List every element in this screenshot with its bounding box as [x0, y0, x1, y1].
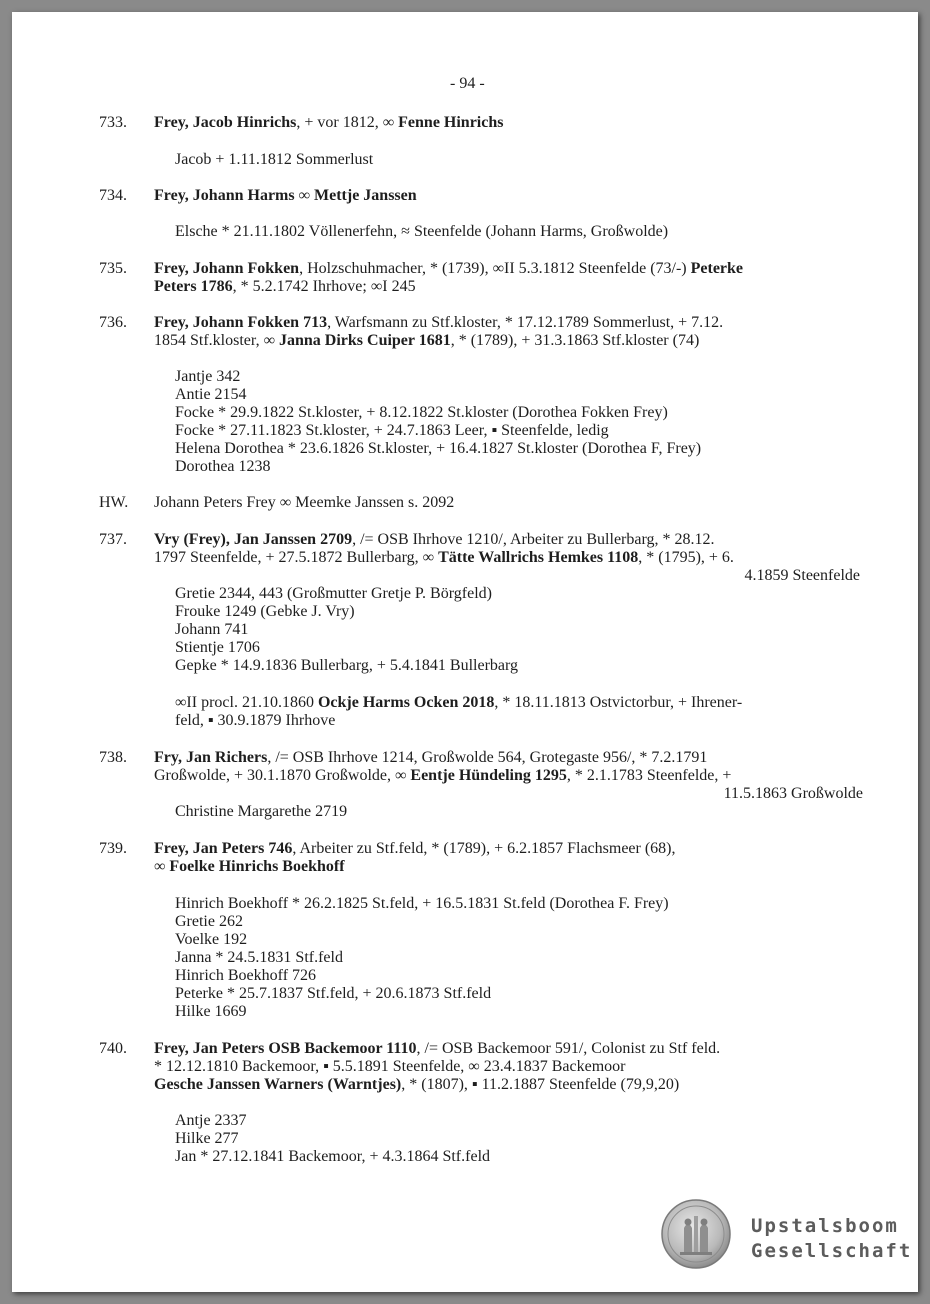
entry-line — [154, 549, 734, 567]
bold-name-text: Janna Dirks Cuiper 1681 — [278, 332, 451, 349]
child-line: Janna * 24.5.1831 Stf.feld — [175, 949, 343, 966]
child-line: Frouke 1249 (Gebke J. Vry) — [175, 603, 355, 620]
child-line: Antie 2154 — [175, 386, 247, 403]
bold-name-text: Frey, Johann Fokken 713 — [154, 314, 328, 331]
child-line: Jacob + 1.11.1812 Sommerlust — [175, 151, 374, 168]
detail-text: ∞II procl. 21.10.1860 — [175, 694, 318, 711]
bold-name-text: Frey, Johann Fokken — [154, 260, 300, 277]
bold-name-text: Fenne Hinrichs — [398, 114, 504, 131]
entry-line — [154, 1058, 625, 1076]
entry-number: 740. — [99, 1040, 127, 1057]
entry-line — [154, 531, 715, 549]
child-line: Antje 2337 — [175, 1112, 247, 1129]
child-line: Jan * 27.12.1841 Backemoor, + 4.3.1864 Stf.feld — [175, 1148, 491, 1165]
child-line: Stientje 1706 — [175, 639, 260, 656]
entry-number: 739. — [99, 840, 127, 857]
entry-line — [154, 858, 345, 876]
entry-line — [154, 332, 699, 350]
entry-number: 738. — [99, 749, 127, 766]
bold-name-text: Eentje Hündeling 1295 — [410, 767, 567, 784]
bold-name-text: Frey, Jan Peters OSB Backemoor 1110 — [154, 1040, 417, 1057]
detail-text: , * 5.2.1742 Ihrhove; ∞I 245 — [232, 278, 416, 295]
bold-name-text: Fry, Jan Richers — [154, 749, 268, 766]
marriage-line — [175, 712, 335, 730]
entry-line-right: 11.5.1863 Großwolde — [723, 785, 863, 802]
child-line: Hinrich Boekhoff * 26.2.1825 St.feld, + 16.5.1831 St.feld (Dorothea F. Frey) — [175, 895, 669, 912]
entry-line — [154, 1040, 720, 1058]
document-page — [12, 12, 918, 1292]
detail-text: 1797 Steenfelde, + 27.5.1872 Bullerbarg, ∞ — [154, 549, 439, 566]
entry-line — [154, 767, 731, 785]
bold-name-text: Gesche Janssen Warners (Warntjes) — [154, 1076, 402, 1093]
child-line: Johann 741 — [175, 621, 249, 638]
detail-text: , Arbeiter zu Stf.feld, * (1789), + 6.2.1857 Flachsmeer (68), — [292, 840, 676, 857]
detail-text: , * 2.1.1783 Steenfelde, + — [566, 767, 732, 784]
detail-text: * 12.12.1810 Backemoor, ▪ 5.5.1891 Steenfelde, ∞ 23.4.1837 Backemoor — [154, 1058, 626, 1075]
page-number: - 94 - — [450, 75, 485, 92]
child-line: Gretie 2344, 443 (Großmutter Gretje P. Börgfeld) — [175, 585, 492, 602]
entry-line — [154, 1076, 679, 1094]
logo-line-2: Gesellschaft — [751, 1240, 913, 1262]
entry-line — [154, 278, 416, 296]
child-line: Dorothea 1238 — [175, 458, 271, 475]
entry-line — [154, 260, 743, 278]
society-seal-icon — [660, 1198, 732, 1270]
entry-number: HW. — [99, 494, 129, 511]
child-line: Hinrich Boekhoff 726 — [175, 967, 317, 984]
bold-name-text: Peters 1786 — [154, 278, 233, 295]
entry-line — [154, 114, 503, 132]
entry-number: 736. — [99, 314, 127, 331]
bold-name-text: Frey, Jan Peters 746 — [154, 840, 293, 857]
detail-text: , /= OSB Ihrhove 1210/, Arbeiter zu Bullerbarg, * 28.12. — [352, 531, 715, 548]
child-line: Jantje 342 — [175, 368, 241, 385]
detail-text: , Warfsmann zu Stf.kloster, * 17.12.1789 Sommerlust, + 7.12. — [327, 314, 724, 331]
bold-name-text: Frey, Johann Harms ∞ Mettje Janssen — [154, 187, 417, 204]
bold-name-text: Ockje Harms Ocken 2018 — [317, 694, 495, 711]
child-line: Focke * 29.9.1822 St.kloster, + 8.12.1822 St.kloster (Dorothea Fokken Frey) — [175, 404, 668, 421]
detail-text: , + vor 1812, ∞ — [296, 114, 399, 131]
entry-line — [154, 314, 723, 332]
detail-text: , * 18.11.1813 Ostvictorbur, + Ihrener- — [494, 694, 743, 711]
detail-text: , * (1789), + 31.3.1863 Stf.kloster (74) — [450, 332, 700, 349]
entry-number: 733. — [99, 114, 127, 131]
child-line: Voelke 192 — [175, 931, 248, 948]
entry-line — [154, 187, 417, 205]
detail-text: , * (1795), + 6. — [638, 549, 734, 566]
child-line: Hilke 277 — [175, 1130, 239, 1147]
entry-line-right: 4.1859 Steenfelde — [744, 567, 860, 584]
bold-name-text: Tätte Wallrichs Hemkes 1108 — [438, 549, 639, 566]
bold-name-text: Foelke Hinrichs Boekhoff — [169, 858, 345, 875]
detail-text: , Holzschuhmacher, * (1739), ∞II 5.3.1812 Steenfelde (73/-) — [299, 260, 691, 277]
detail-text: , /= OSB Backemoor 591/, Colonist zu Stf feld. — [416, 1040, 721, 1057]
detail-text: 1854 Stf.kloster, ∞ — [154, 332, 279, 349]
detail-text: , * (1807), ▪ 11.2.1887 Steenfelde (79,9,20) — [401, 1076, 680, 1093]
child-line: Focke * 27.11.1823 St.kloster, + 24.7.1863 Leer, ▪ Steenfelde, ledig — [175, 422, 609, 439]
child-line: Gretie 262 — [175, 913, 243, 930]
detail-text: ∞ — [154, 858, 170, 875]
child-line: Christine Margarethe 2719 — [175, 803, 348, 820]
bold-name-text: Vry (Frey), Jan Janssen 2709 — [154, 531, 353, 548]
child-line: Gepke * 14.9.1836 Bullerbarg, + 5.4.1841 Bullerbarg — [175, 657, 519, 674]
marriage-line — [175, 694, 742, 712]
entry-number: 735. — [99, 260, 127, 277]
bold-name-text: Peterke — [690, 260, 744, 277]
logo-line-1: Upstalsboom — [751, 1215, 899, 1237]
child-line: Peterke * 25.7.1837 Stf.feld, + 20.6.1873 Stf.feld — [175, 985, 492, 1002]
entry-number: 737. — [99, 531, 127, 548]
bold-name-text: Frey, Jacob Hinrichs — [154, 114, 297, 131]
entry-number: 734. — [99, 187, 127, 204]
entry-line — [154, 494, 454, 512]
child-line: Helena Dorothea * 23.6.1826 St.kloster, + 16.4.1827 St.kloster (Dorothea F, Frey) — [175, 440, 702, 457]
child-line: Hilke 1669 — [175, 1003, 247, 1020]
child-line: Elsche * 21.11.1802 Völlenerfehn, ≈ Steenfelde (Johann Harms, Großwolde) — [175, 223, 669, 240]
detail-text: , /= OSB Ihrhove 1214, Großwolde 564, Grotegaste 956/, * 7.2.1791 — [267, 749, 708, 766]
entry-line — [154, 749, 707, 767]
detail-text: Großwolde, + 30.1.1870 Großwolde, ∞ — [154, 767, 411, 784]
detail-text: feld, ▪ 30.9.1879 Ihrhove — [175, 712, 336, 729]
detail-text: Johann Peters Frey ∞ Meemke Janssen s. 2092 — [154, 494, 455, 511]
entry-line — [154, 840, 676, 858]
